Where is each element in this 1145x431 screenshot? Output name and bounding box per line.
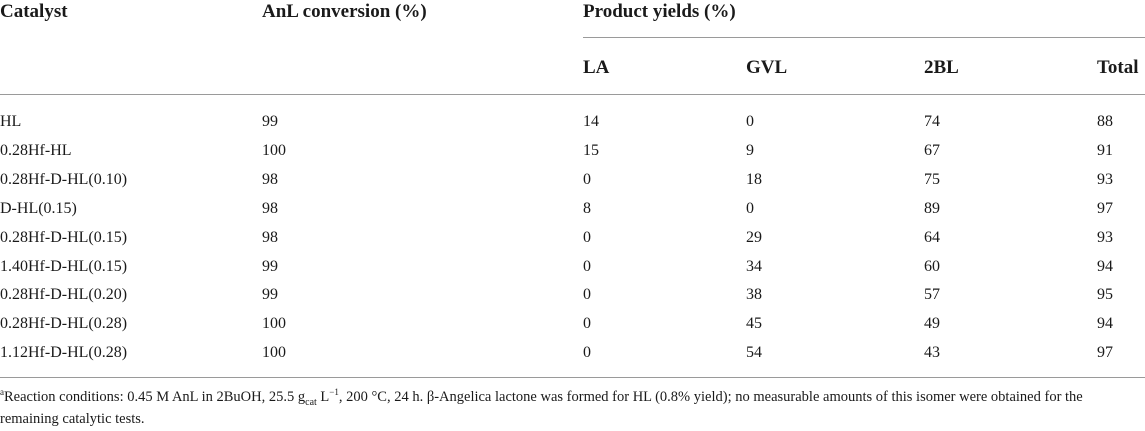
header-product-yields: Product yields (%): [583, 1, 736, 22]
cell-conversion: 98: [262, 199, 278, 217]
cell-la: 14: [583, 113, 599, 130]
cell-gvl: 45: [746, 315, 762, 333]
cell-bl: 49: [924, 315, 940, 333]
cell-bl: 60: [924, 257, 940, 275]
cell-conversion: 98: [262, 228, 278, 246]
footnote-text-1: Reaction conditions: 0.45 M AnL in 2BuOH, 25.5 g: [4, 389, 306, 405]
cell-bl: 67: [924, 141, 940, 159]
cell-conversion: 99: [262, 113, 278, 130]
cell-gvl: 18: [746, 170, 762, 188]
header-bottom-rule: [0, 94, 1145, 95]
cell-gvl: 38: [746, 286, 762, 304]
cell-gvl: 0: [746, 199, 754, 217]
footnote-marker: a: [0, 387, 4, 398]
cell-gvl: 29: [746, 228, 762, 246]
cell-bl: 75: [924, 170, 940, 188]
footnote-sup: −1: [329, 387, 339, 398]
cell-bl: 74: [924, 113, 940, 130]
header-total: Total: [1097, 57, 1139, 78]
cell-catalyst: 0.28Hf-D-HL(0.28): [0, 315, 128, 333]
cell-catalyst: 1.12Hf-D-HL(0.28): [0, 344, 128, 362]
cell-la: 15: [583, 141, 599, 159]
cell-total: 93: [1097, 228, 1113, 246]
cell-la: 0: [583, 170, 591, 188]
cell-catalyst: HL: [0, 113, 22, 130]
cell-total: 97: [1097, 199, 1113, 217]
cell-bl: 57: [924, 286, 940, 304]
cell-catalyst: 0.28Hf-D-HL(0.20): [0, 286, 128, 304]
cell-la: 0: [583, 228, 591, 246]
cell-gvl: 9: [746, 141, 754, 159]
cell-la: 8: [583, 199, 591, 217]
cell-catalyst: 1.40Hf-D-HL(0.15): [0, 257, 128, 275]
cell-conversion: 100: [262, 141, 286, 159]
header-gvl: GVL: [746, 57, 788, 78]
cell-catalyst: 0.28Hf-D-HL(0.10): [0, 170, 128, 188]
cell-total: 94: [1097, 315, 1113, 333]
footnote-text-2: L: [316, 389, 330, 405]
header-anl-conversion: AnL conversion (%): [262, 1, 427, 22]
cell-total: 95: [1097, 286, 1113, 304]
cell-total: 93: [1097, 170, 1113, 188]
cell-la: 0: [583, 286, 591, 304]
cell-total: 91: [1097, 141, 1113, 159]
cell-gvl: 54: [746, 344, 762, 362]
cell-la: 0: [583, 315, 591, 333]
cell-total: 88: [1097, 113, 1113, 130]
header-catalyst: Catalyst: [0, 1, 68, 22]
product-yields-underline: [583, 37, 1145, 38]
cell-gvl: 34: [746, 257, 762, 275]
cell-bl: 64: [924, 228, 940, 246]
cell-bl: 89: [924, 199, 940, 217]
table-footnote: [0, 386, 1140, 430]
cell-catalyst: 0.28Hf-HL: [0, 141, 72, 159]
header-la: LA: [583, 57, 610, 78]
footnote-sub: cat: [305, 396, 317, 408]
cell-total: 94: [1097, 257, 1113, 275]
header-2bl: 2BL: [924, 57, 959, 78]
footnote-text-3: , 200 °C, 24 h. β-Angelica lactone was formed for HL (0.8% yield); no measurable amounts of this isomer were obtained for the remaining catalytic tests.: [0, 389, 1083, 427]
cell-conversion: 99: [262, 257, 278, 275]
cell-bl: 43: [924, 344, 940, 362]
cell-la: 0: [583, 344, 591, 362]
cell-gvl: 0: [746, 113, 754, 130]
cell-conversion: 100: [262, 344, 286, 362]
cell-total: 97: [1097, 344, 1113, 362]
cell-conversion: 99: [262, 286, 278, 304]
cell-conversion: 98: [262, 170, 278, 188]
cell-conversion: 100: [262, 315, 286, 333]
table-bottom-rule: [0, 377, 1145, 378]
cell-catalyst: 0.28Hf-D-HL(0.15): [0, 228, 128, 246]
cell-la: 0: [583, 257, 591, 275]
cell-catalyst: D-HL(0.15): [0, 199, 77, 217]
